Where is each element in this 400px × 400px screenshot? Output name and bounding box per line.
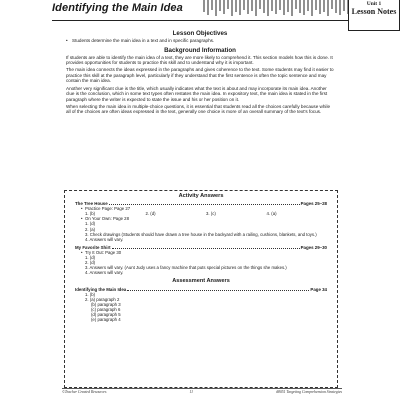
- answers-inner: [75, 194, 327, 322]
- objective-item: • Students determine the main idea in a text and in specific paragraphs.: [66, 38, 334, 44]
- section-title: Identifying the Main Idea: [75, 286, 127, 292]
- lesson-content: [66, 30, 334, 117]
- footer-copyright: ©Teacher Created Resources: [62, 390, 107, 394]
- background-paragraph: When selecting the main idea in multiple-choice questions, it is essential that students read all the choices carefully because while all of the choices are often ideas expressed in the text, generally one choice is more of an overall summary of the text's focus.: [66, 103, 331, 115]
- background-paragraph: The main idea connects the ideas expressed in the paragraphs and gives coherence to the text. Some students may find it easier to practice this skill at the paragraph level, particularly if they understand that the first sentence is often the topic sentence and may contain the main idea.: [66, 67, 334, 84]
- assessment-answers-heading: Assessment Answers: [172, 278, 230, 285]
- section-pages: Page 34: [310, 286, 327, 292]
- answer-line: 1. (b): [85, 291, 96, 297]
- answer-line: 3. Check drawings (Students should have drawn a tree house in the backyard with a railing, cushions, blankets, and toys.): [85, 231, 317, 237]
- section-label: Lesson Notes: [351, 7, 397, 16]
- answer-cell: 1. (b): [85, 211, 96, 217]
- answer-line: 1. (d): [85, 221, 96, 227]
- answer-line: 2. (d): [85, 260, 96, 266]
- answer-line: • On Your Own: Page 28: [75, 216, 327, 221]
- answer-line: (c) paragraph 6: [91, 306, 121, 312]
- answer-line: • Try It Out: Page 30: [75, 250, 327, 255]
- answer-line: 4. Answers will vary.: [85, 270, 124, 276]
- decorative-fringe: [202, 0, 350, 18]
- answer-line: 2. (a): [85, 226, 96, 232]
- footer-page-number: 11: [189, 390, 194, 394]
- footer-book-title: #8051 Targeting Comprehension Strategies: [276, 390, 342, 394]
- answer-cell: 4. (a): [266, 211, 277, 217]
- unit-label: Unit 1: [366, 1, 382, 7]
- answer-line: 4. Answers will vary.: [85, 236, 124, 242]
- background-paragraph: If students are able to identify the main idea of a text, they are more likely to comprehend it. This section models how this is done. It provides opportunities for students to practice this skill and to understand why it is important.: [66, 54, 333, 66]
- answer-line: 1. (d): [85, 255, 96, 261]
- answer-line: 3. Answers will vary. (Aunt Judy uses a fancy machine that puts special pictures on the things she makes.): [85, 265, 287, 271]
- answer-line: (d) paragraph 5: [91, 311, 121, 317]
- page-footer: [62, 390, 342, 394]
- section-pages: Pages 29–30: [300, 244, 327, 250]
- answer-line: • Practice Page: Page 27: [75, 206, 327, 211]
- answer-line: 2. (a) paragraph 2: [85, 296, 120, 302]
- footer-rule: [62, 388, 342, 389]
- background-heading: Background Information: [164, 46, 236, 54]
- answers-box: [64, 190, 338, 388]
- background-paragraph: Another very significant clue is the title, which usually indicates what the text is about and may incorporate its main idea. Another clue is the conclusion, which in some text types often restates the main idea. In expository text, the main idea is stated in the first paragraph where the writer is expected to state the issue and his or her position on it.: [66, 85, 328, 102]
- section-pages: Pages 25–28: [300, 201, 327, 207]
- page-title: Identifying the Main Idea: [52, 2, 183, 14]
- objectives-heading: Lesson Objectives: [172, 30, 228, 37]
- dot-leader: [127, 290, 309, 291]
- answer-cell: 2. (d): [145, 211, 156, 217]
- activity-answers-heading: Activity Answers: [178, 193, 224, 199]
- answer-cell: 3. (c): [206, 211, 216, 217]
- dot-leader: [112, 248, 300, 249]
- answer-line: (e) paragraph 4: [91, 317, 121, 323]
- page-header: [52, 0, 400, 21]
- section-title: The Tree House: [75, 201, 108, 207]
- answer-line: (b) paragraph 3: [91, 301, 121, 307]
- section-title: My Favorite Shirt: [75, 244, 111, 250]
- dot-leader: [109, 204, 300, 205]
- unit-tab: [348, 0, 400, 31]
